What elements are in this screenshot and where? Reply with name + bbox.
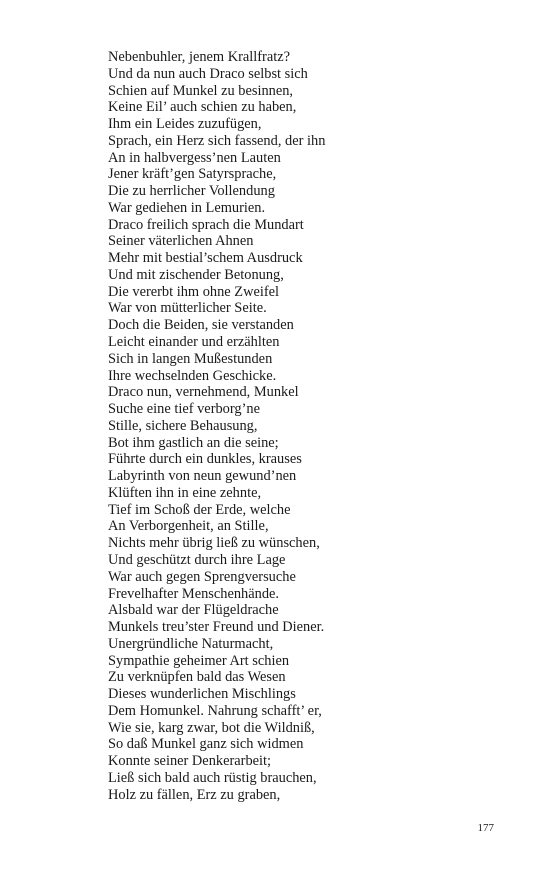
poem-line: Holz zu fällen, Erz zu graben, — [108, 786, 281, 803]
poem-line: Bot ihm gastlich an die seine; — [108, 434, 279, 451]
poem-line: An in halbvergess’nen Lauten — [108, 149, 281, 166]
poem-line: Suche eine tief verborg’ne — [108, 401, 260, 418]
poem-line: Alsbald war der Flügeldrache — [108, 602, 279, 619]
poem-line: Führte durch ein dunkles, krauses — [108, 451, 302, 468]
poem-line: Wie sie, karg zwar, bot die Wildniß, — [108, 719, 315, 736]
poem-line: Leicht einander und erzählten — [108, 334, 280, 351]
poem-line: Munkels treu’ster Freund und Diener. — [108, 619, 325, 636]
poem-line: Stille, sichere Behausung, — [108, 417, 258, 434]
poem-line: Die zu herrlicher Vollendung — [108, 183, 275, 200]
poem-line: Mehr mit bestial’schem Ausdruck — [108, 250, 303, 267]
poem-line: Sympathie geheimer Art schien — [108, 652, 290, 669]
poem-line: War von mütterlicher Seite. — [108, 300, 267, 317]
poem-line: Jener kräft’gen Satyrsprache, — [108, 166, 277, 183]
poem-line: Seiner väterlichen Ahnen — [108, 233, 254, 250]
poem-line: Unergründliche Naturmacht, — [108, 635, 274, 652]
poem-line: Tief im Schoß der Erde, welche — [108, 501, 291, 518]
poem-line: Doch die Beiden, sie verstanden — [108, 317, 294, 334]
poem-line: Draco freilich sprach die Mundart — [108, 216, 304, 233]
poem-line: War gediehen in Lemurien. — [108, 199, 266, 216]
poem-line: Konnte seiner Denkerarbeit; — [108, 753, 272, 770]
poem-line: War auch gegen Sprengversuche — [108, 568, 296, 585]
poem-line: Und geschützt durch ihre Lage — [108, 551, 286, 568]
poem-line: Labyrinth von neun gewund’nen — [108, 468, 297, 485]
poem-line: Dieses wunderlichen Mischlings — [108, 686, 296, 703]
poem-line: An Verborgenheit, an Stille, — [108, 518, 269, 535]
poem-line: Die vererbt ihm ohne Zweifel — [108, 283, 280, 300]
poem-line: Keine Eil’ auch schien zu haben, — [108, 99, 297, 116]
poem-line: Frevelhafter Menschenhände. — [108, 585, 280, 602]
poem-text — [108, 49, 325, 803]
poem-line: So daß Munkel ganz sich widmen — [108, 736, 304, 753]
poem-line: Zu verknüpfen bald das Wesen — [108, 669, 286, 686]
poem-line: Nebenbuhler, jenem Krallfratz? — [108, 49, 291, 65]
poem-line: Draco nun, vernehmend, Munkel — [108, 384, 299, 401]
poem-line: Dem Homunkel. Nahrung schafft’ er, — [108, 702, 322, 719]
poem-line: Ihm ein Leides zuzufügen, — [108, 116, 262, 133]
poem-line: Sich in langen Mußestunden — [108, 350, 273, 367]
poem-line: Nichts mehr übrig ließ zu wünschen, — [108, 535, 320, 552]
poem-line: Ließ sich bald auch rüstig brauchen, — [108, 769, 317, 786]
poem-line: Ihre wechselnden Geschicke. — [108, 367, 277, 384]
poem-line: Und mit zischender Betonung, — [108, 266, 284, 283]
page-number: 177 — [477, 822, 494, 834]
poem-line: Und da nun auch Draco selbst sich — [108, 65, 308, 82]
poem-line: Sprach, ein Herz sich fassend, der ihn — [108, 132, 326, 149]
poem-line: Klüften ihn in eine zehnte, — [108, 484, 262, 501]
poem-line: Schien auf Munkel zu besinnen, — [108, 82, 294, 99]
